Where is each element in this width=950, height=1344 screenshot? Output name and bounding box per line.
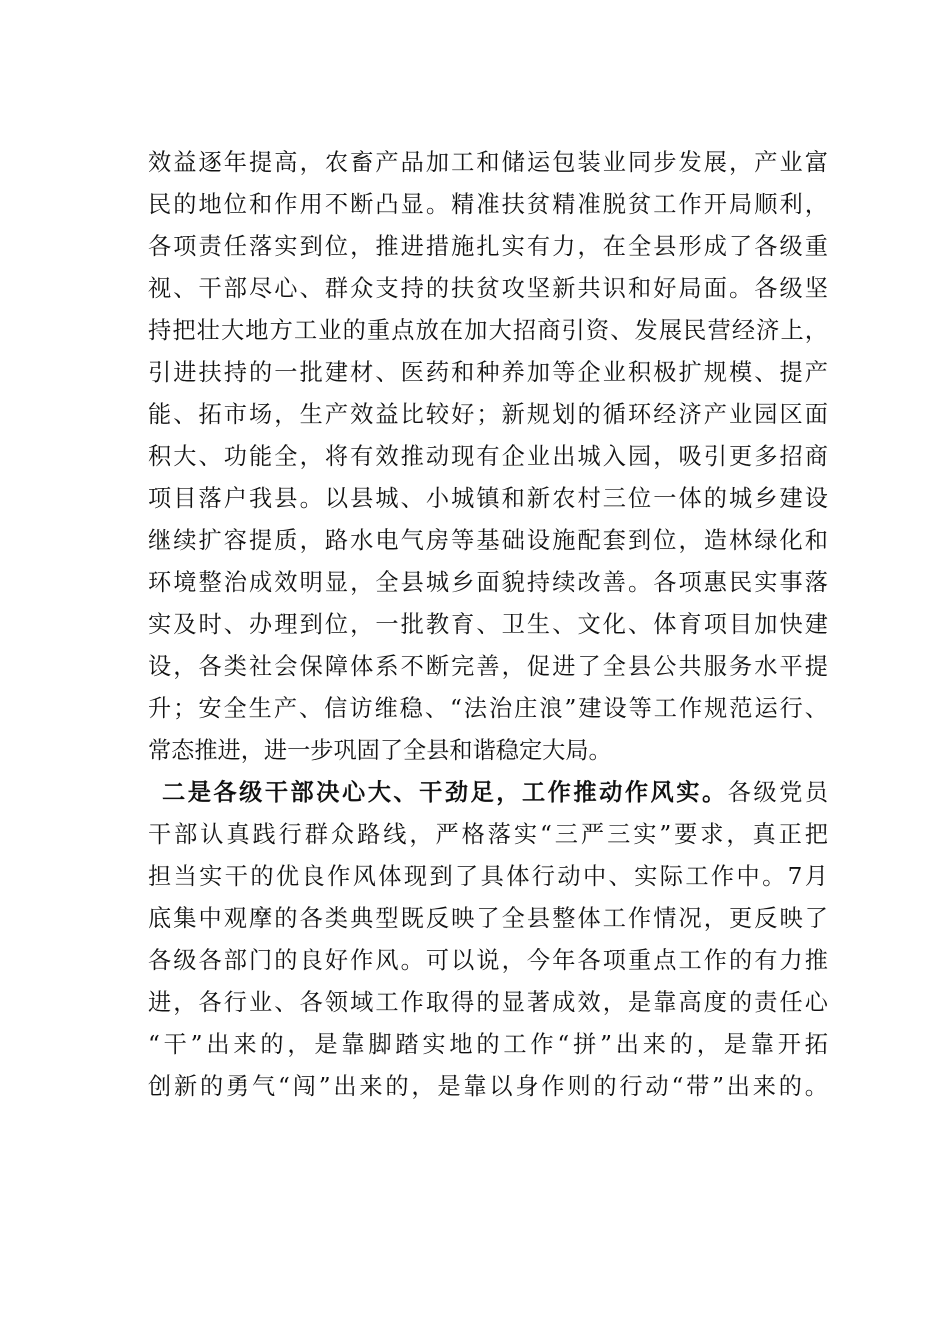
paragraph-line: 常态推进，进一步巩固了全县和谐稳定大局。 [148, 737, 612, 764]
paragraph-line: 环境整治成效明显，全县城乡面貌持续改善。各项惠民实事落 [148, 569, 828, 596]
paragraph-line: 效益逐年提高，农畜产品加工和储运包装业同步发展，产业富 [148, 149, 828, 176]
paragraph-line: “干”出来的，是靠脚踏实地的工作“拼”出来的，是靠开拓 [148, 1031, 828, 1058]
paragraph-line: 干部认真践行群众路线，严格落实“三严三实”要求，真正把 [148, 821, 828, 848]
paragraph-heading-line [162, 778, 828, 808]
paragraph-line: 项目落户我县。以县城、小城镇和新农村三位一体的城乡建设 [148, 485, 828, 512]
paragraph-line: 民的地位和作用不断凸显。精准扶贫精准脱贫工作开局顺利， [148, 191, 828, 218]
paragraph-line: 各级各部门的良好作风。可以说，今年各项重点工作的有力推 [148, 947, 828, 974]
paragraph-line: 实及时、办理到位，一批教育、卫生、文化、体育项目加快建 [148, 611, 828, 638]
paragraph-line: 进，各行业、各领域工作取得的显著成效，是靠高度的责任心 [148, 989, 828, 1016]
paragraph-line: 持把壮大地方工业的重点放在加大招商引资、发展民营经济上， [148, 317, 828, 344]
paragraph-line: 积大、功能全，将有效推动现有企业出城入园，吸引更多招商 [148, 443, 828, 470]
paragraph-line: 担当实干的优良作风体现到了具体行动中、实际工作中。7月 [148, 863, 828, 890]
paragraph-line: 升；安全生产、信访维稳、“法治庄浪”建设等工作规范运行、 [148, 695, 828, 722]
paragraph-line: 设，各类社会保障体系不断完善，促进了全县公共服务水平提 [148, 653, 828, 680]
paragraph-text: 各级党员 [727, 779, 829, 806]
paragraph-heading: 二是各级干部决心大、干劲足，工作推动作风实。 [162, 779, 728, 806]
paragraph-line: 视、干部尽心、群众支持的扶贫攻坚新共识和好局面。各级坚 [148, 275, 828, 302]
paragraph-line: 各项责任落实到位，推进措施扎实有力，在全县形成了各级重 [148, 233, 828, 260]
paragraph-line: 创新的勇气“闯”出来的，是靠以身作则的行动“带”出来的。 [148, 1073, 828, 1100]
paragraph-line: 能、拓市场，生产效益比较好；新规划的循环经济产业园区面 [148, 401, 828, 428]
paragraph-line: 底集中观摩的各类典型既反映了全县整体工作情况，更反映了 [148, 905, 828, 932]
paragraph-line: 继续扩容提质，路水电气房等基础设施配套到位，造林绿化和 [148, 527, 828, 554]
paragraph-line: 引进扶持的一批建材、医药和种养加等企业积极扩规模、提产 [148, 359, 828, 386]
